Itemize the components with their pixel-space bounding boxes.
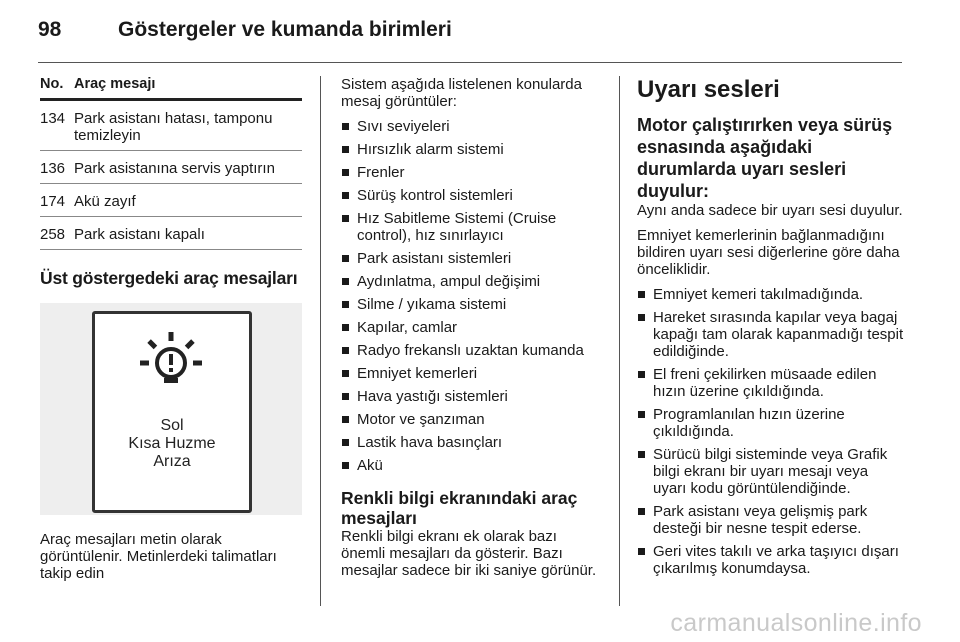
header-divider bbox=[38, 62, 902, 63]
table-row bbox=[40, 101, 302, 151]
list-item: Sıvı seviyeleri bbox=[341, 118, 603, 135]
column-right bbox=[637, 76, 905, 583]
display-figure bbox=[40, 303, 302, 515]
intro-text: Sistem aşağıda listelenen konularda mesaj görüntüler: bbox=[341, 76, 582, 110]
square-bullet-icon bbox=[638, 371, 645, 378]
square-bullet-icon bbox=[342, 416, 349, 423]
column-divider bbox=[320, 76, 321, 606]
square-bullet-icon bbox=[342, 370, 349, 377]
table-header-message: Araç mesajı bbox=[74, 76, 156, 92]
square-bullet-icon bbox=[342, 215, 349, 222]
row-message: Akü zayıf bbox=[74, 193, 136, 210]
table-row bbox=[40, 184, 302, 217]
topic-list bbox=[341, 118, 603, 474]
section-title-warning-sounds: Uyarı sesleri bbox=[637, 76, 780, 103]
square-bullet-icon bbox=[342, 192, 349, 199]
warning-light-bulb-icon bbox=[138, 330, 204, 396]
row-number: 136 bbox=[40, 160, 66, 177]
list-item: Kapılar, camlar bbox=[341, 319, 603, 336]
list-item: Hareket sırasında kapılar veya bagaj kapağı tam olarak kapanmadığı tespit edildiğinde. bbox=[637, 309, 905, 360]
table-header-no: No. bbox=[40, 76, 64, 92]
section-heading-upper-display: Üst göstergedeki araç mesajları bbox=[40, 268, 298, 288]
square-bullet-icon bbox=[342, 146, 349, 153]
list-item: Sürüş kontrol sistemleri bbox=[341, 187, 603, 204]
square-bullet-icon bbox=[638, 314, 645, 321]
list-item: Hırsızlık alarm sistemi bbox=[341, 141, 603, 158]
list-item: El freni çekilirken müsaade edilen hızın üzerine çıkıldığında. bbox=[637, 366, 905, 400]
list-item: Park asistanı sistemleri bbox=[341, 250, 603, 267]
row-message: Park asistanı hatası, tamponu temizleyin bbox=[74, 110, 273, 144]
square-bullet-icon bbox=[342, 255, 349, 262]
column-middle bbox=[341, 76, 603, 587]
display-text-line2: Kısa Huzme bbox=[128, 435, 216, 452]
list-item: Park asistanı veya gelişmiş park desteği bir nesne tespit ederse. bbox=[637, 503, 905, 537]
list-item: Hava yastığı sistemleri bbox=[341, 388, 603, 405]
list-item: Sürücü bilgi sisteminde veya Grafik bilgi ekranı bir uyarı mesajı veya uyarı kodu görüntülendiğinde. bbox=[637, 446, 905, 497]
list-item: Silme / yıkama sistemi bbox=[341, 296, 603, 313]
list-item: Frenler bbox=[341, 164, 603, 181]
list-item: Motor ve şanzıman bbox=[341, 411, 603, 428]
list-item: Akü bbox=[341, 457, 603, 474]
list-item: Aydınlatma, ampul değişimi bbox=[341, 273, 603, 290]
table-row bbox=[40, 217, 302, 250]
list-item: Emniyet kemerleri bbox=[341, 365, 603, 382]
square-bullet-icon bbox=[638, 548, 645, 555]
square-bullet-icon bbox=[342, 347, 349, 354]
page-number: 98 bbox=[38, 18, 62, 41]
column-divider bbox=[619, 76, 620, 606]
square-bullet-icon bbox=[342, 278, 349, 285]
square-bullet-icon bbox=[638, 451, 645, 458]
display-panel bbox=[92, 311, 252, 513]
square-bullet-icon bbox=[638, 411, 645, 418]
watermark: carmanualsonline.info bbox=[670, 609, 922, 637]
color-display-paragraph: Renkli bilgi ekranı ek olarak bazı önemli mesajları da gösterir. Bazı mesajlar sadece bir iki saniye görünür. bbox=[341, 528, 597, 579]
figure-caption: Araç mesajları metin olarak görüntülenir. Metinlerdeki talimatları takip edin bbox=[40, 531, 277, 582]
list-item: Hız Sabitleme Sistemi (Cruise control), hız sınırlayıcı bbox=[341, 210, 603, 244]
row-number: 174 bbox=[40, 193, 66, 210]
row-number: 258 bbox=[40, 226, 66, 243]
row-message: Park asistanı kapalı bbox=[74, 226, 205, 243]
list-item: Geri vites takılı ve arka taşıyıcı dışarı çıkarılmış konumdaysa. bbox=[637, 543, 905, 577]
square-bullet-icon bbox=[342, 123, 349, 130]
square-bullet-icon bbox=[342, 301, 349, 308]
list-item: Lastik hava basınçları bbox=[341, 434, 603, 451]
page-header bbox=[38, 14, 908, 50]
section-heading-color-display: Renkli bilgi ekranındaki araç mesajları bbox=[341, 488, 578, 528]
square-bullet-icon bbox=[342, 393, 349, 400]
square-bullet-icon bbox=[638, 291, 645, 298]
square-bullet-icon bbox=[342, 324, 349, 331]
square-bullet-icon bbox=[638, 508, 645, 515]
table-header bbox=[40, 76, 302, 101]
warning-sounds-para2: Emniyet kemerlerinin bağlanmadığını bildiren uyarı sesi diğerlerine göre daha önceliklidir. bbox=[637, 227, 900, 278]
warning-sounds-subheading: Motor çalıştırırken veya sürüş esnasında aşağıdaki durumlarda uyarı sesleri duyulur: bbox=[637, 115, 893, 201]
list-item: Radyo frekanslı uzaktan kumanda bbox=[341, 342, 603, 359]
square-bullet-icon bbox=[342, 169, 349, 176]
warning-sounds-para1: Aynı anda sadece bir uyarı sesi duyulur. bbox=[637, 202, 903, 219]
display-text-line3: Arıza bbox=[153, 453, 191, 470]
row-number: 134 bbox=[40, 110, 66, 127]
square-bullet-icon bbox=[342, 439, 349, 446]
column-left bbox=[40, 76, 302, 590]
warning-conditions-list bbox=[637, 286, 905, 577]
display-text-line1: Sol bbox=[160, 417, 184, 434]
list-item: Emniyet kemeri takılmadığında. bbox=[637, 286, 905, 303]
table-row bbox=[40, 151, 302, 184]
square-bullet-icon bbox=[342, 462, 349, 469]
page-title: Göstergeler ve kumanda birimleri bbox=[118, 18, 452, 41]
list-item: Programlanılan hızın üzerine çıkıldığında. bbox=[637, 406, 905, 440]
row-message: Park asistanına servis yaptırın bbox=[74, 160, 275, 177]
